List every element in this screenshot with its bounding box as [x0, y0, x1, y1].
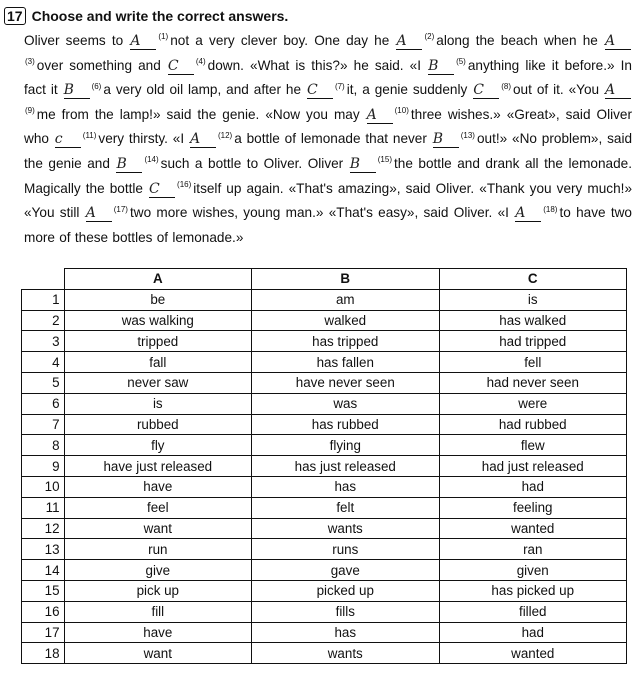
blank-number: (11): [82, 130, 97, 140]
option-a: have: [64, 622, 251, 643]
handwritten-answer: C: [167, 57, 179, 74]
passage-segment: a bottle of lemonade that never: [234, 131, 432, 147]
handwritten-answer: B: [432, 131, 444, 148]
blank-number: (6): [91, 81, 102, 91]
option-c: feeling: [439, 497, 627, 518]
exercise-instruction: Choose and write the correct answers.: [31, 8, 289, 24]
option-c: given: [439, 560, 627, 581]
option-b: runs: [252, 539, 439, 560]
handwritten-answer: A: [605, 33, 616, 49]
option-c: were: [439, 393, 627, 414]
table-row: [22, 456, 627, 477]
handwritten-answer: A: [366, 106, 377, 123]
answer-blank[interactable]: [168, 58, 194, 75]
option-a: feel: [64, 497, 251, 518]
table-row: [22, 518, 627, 539]
handwritten-answer: B: [428, 57, 439, 74]
handwritten-answer: A: [515, 205, 526, 222]
passage-segment: me from the lamp!» said the genie. «Now you may: [36, 106, 366, 122]
table-row: [22, 414, 627, 435]
option-c: is: [439, 289, 627, 310]
option-a: never saw: [64, 372, 251, 393]
passage-segment: anything like it before.» In fact it: [24, 57, 632, 98]
option-a: is: [64, 393, 251, 414]
passage-segment: such a bottle to Oliver. Oliver: [160, 155, 349, 171]
passage-segment: three wishes.» «Great», said Oliver who: [24, 106, 632, 147]
blank-number: (4): [195, 57, 206, 67]
table-row: [22, 539, 627, 560]
option-c: had rubbed: [439, 414, 627, 435]
option-c: has picked up: [439, 580, 627, 601]
option-a: give: [64, 560, 251, 581]
option-b: have never seen: [252, 372, 439, 393]
option-a: want: [64, 518, 251, 539]
option-c: had tripped: [439, 331, 627, 352]
passage-segment: to have two more of these bottles of lemonade.»: [24, 205, 632, 245]
blank-number: (7): [334, 81, 345, 91]
row-number: 16: [22, 601, 65, 622]
row-number: 17: [22, 622, 65, 643]
blank-number: (8): [501, 81, 511, 91]
passage-text: [4, 29, 632, 250]
answer-blank[interactable]: [428, 58, 454, 75]
answer-blank[interactable]: [116, 156, 142, 173]
row-number: 2: [22, 310, 65, 331]
handwritten-answer: B: [349, 155, 361, 172]
table-row: [22, 289, 627, 310]
blank-number: (2): [424, 32, 435, 42]
blank-number: (17): [113, 204, 128, 214]
table-row: [22, 643, 627, 664]
blank-number: (12): [217, 130, 233, 140]
passage-segment: Oliver seems to: [24, 33, 130, 48]
row-number: 4: [22, 352, 65, 373]
row-number: 1: [22, 289, 65, 310]
option-c: had just released: [439, 456, 627, 477]
answer-blank[interactable]: [367, 107, 393, 124]
option-b: has rubbed: [252, 414, 439, 435]
passage-segment: a very old oil lamp, and after he: [103, 82, 306, 98]
passage-segment: the bottle and drank all the lemonade. Magically the bottle: [24, 155, 632, 196]
option-a: want: [64, 643, 251, 664]
exercise-heading: [4, 5, 632, 27]
table-row: [22, 393, 627, 414]
exercise: [4, 5, 632, 250]
answer-options-table: [21, 268, 627, 664]
passage-segment: out!» «No problem», said the genie and: [24, 131, 633, 171]
row-number: 14: [22, 560, 65, 581]
handwritten-answer: A: [189, 131, 201, 148]
option-b: has fallen: [252, 352, 439, 373]
option-c: has walked: [439, 310, 627, 331]
passage-segment: itself up again. «That's amazing», said Oliver. «Thank you very much!» «You still: [24, 180, 633, 221]
option-a: fill: [64, 601, 251, 622]
answer-blank[interactable]: [605, 33, 631, 50]
table-row: [22, 622, 627, 643]
option-b: walked: [252, 310, 439, 331]
option-a: have: [64, 476, 251, 497]
blank-number: (10): [394, 106, 409, 116]
option-a: pick up: [64, 580, 251, 601]
option-a: fly: [64, 435, 251, 456]
blank-number: (5): [456, 57, 466, 67]
option-a: was walking: [64, 310, 251, 331]
passage-segment: very thirsty. «I: [98, 131, 189, 147]
handwritten-answer: C: [306, 82, 318, 99]
table-row: [22, 435, 627, 456]
table-row: [22, 497, 627, 518]
option-b: am: [252, 289, 439, 310]
passage-segment: not a very clever boy. One day he: [170, 33, 396, 48]
option-a: tripped: [64, 331, 251, 352]
header-corner: [22, 269, 65, 290]
column-header-c: C: [439, 269, 627, 290]
answer-blank[interactable]: [433, 131, 459, 148]
table-row: [22, 352, 627, 373]
blank-number: (3): [25, 57, 35, 67]
answer-blank[interactable]: [149, 181, 175, 198]
row-number: 13: [22, 539, 65, 560]
row-number: 6: [22, 393, 65, 414]
row-number: 18: [22, 643, 65, 664]
passage-segment: it, a genie suddenly: [346, 82, 473, 98]
option-a: be: [64, 289, 251, 310]
option-b: has tripped: [252, 331, 439, 352]
row-number: 7: [22, 414, 65, 435]
answer-blank[interactable]: [55, 131, 81, 148]
table-row: [22, 331, 627, 352]
blank-number: (15): [377, 155, 392, 165]
answer-blank[interactable]: [64, 82, 90, 99]
row-number: 5: [22, 372, 65, 393]
row-number: 9: [22, 456, 65, 477]
row-number: 10: [22, 476, 65, 497]
row-number: 15: [22, 580, 65, 601]
table-row: [22, 476, 627, 497]
row-number: 11: [22, 497, 65, 518]
exercise-number: 17: [4, 7, 26, 25]
table-row: [22, 580, 627, 601]
table-row: [22, 601, 627, 622]
option-c: had: [439, 622, 627, 643]
option-c: fell: [439, 352, 627, 373]
answer-blank[interactable]: [396, 33, 422, 50]
blank-number: (13): [460, 130, 475, 140]
handwritten-answer: B: [63, 82, 74, 99]
table-row: [22, 560, 627, 581]
handwritten-answer: A: [85, 205, 96, 222]
option-a: run: [64, 539, 251, 560]
answer-blank[interactable]: [350, 156, 376, 173]
blank-number: (9): [25, 106, 35, 116]
handwritten-answer: A: [605, 82, 616, 99]
table-row: [22, 310, 627, 331]
option-b: felt: [252, 497, 439, 518]
passage-segment: out of it. «You: [513, 82, 604, 98]
answer-blank[interactable]: [515, 205, 541, 222]
option-b: has just released: [252, 456, 439, 477]
option-b: wants: [252, 518, 439, 539]
passage-segment: along the beach when he: [436, 33, 604, 48]
passage-segment: down. «What is this?» he said. «I: [207, 57, 428, 73]
handwritten-answer: c: [54, 131, 63, 148]
handwritten-answer: A: [396, 33, 407, 49]
option-c: filled: [439, 601, 627, 622]
blank-number: (18): [543, 204, 558, 214]
option-c: had: [439, 476, 627, 497]
handwritten-answer: B: [116, 155, 127, 172]
option-b: flying: [252, 435, 439, 456]
option-b: wants: [252, 643, 439, 664]
option-c: wanted: [439, 643, 627, 664]
answer-blank[interactable]: [473, 82, 499, 99]
blank-number: (16): [177, 180, 192, 190]
row-number: 8: [22, 435, 65, 456]
option-c: had never seen: [439, 372, 627, 393]
option-b: fills: [252, 601, 439, 622]
handwritten-answer: C: [473, 82, 484, 99]
handwritten-answer: A: [130, 33, 141, 49]
option-b: has: [252, 476, 439, 497]
passage-segment: two more wishes, young man.» «That's easy», said Oliver. «I: [129, 205, 515, 221]
blank-number: (14): [144, 155, 159, 165]
column-header-b: B: [252, 269, 439, 290]
option-b: gave: [252, 560, 439, 581]
table-row: [22, 372, 627, 393]
option-c: ran: [439, 539, 627, 560]
option-b: has: [252, 622, 439, 643]
option-b: picked up: [252, 580, 439, 601]
column-header-a: A: [64, 269, 251, 290]
row-number: 3: [22, 331, 65, 352]
option-a: rubbed: [64, 414, 251, 435]
option-a: fall: [64, 352, 251, 373]
handwritten-answer: C: [149, 180, 160, 197]
blank-number: (1): [158, 32, 169, 42]
option-c: flew: [439, 435, 627, 456]
option-c: wanted: [439, 518, 627, 539]
answer-blank[interactable]: [307, 82, 333, 99]
passage-segment: over something and: [36, 57, 167, 73]
answer-blank[interactable]: [86, 205, 112, 222]
answer-blank[interactable]: [605, 82, 631, 99]
answer-blank[interactable]: [190, 131, 216, 148]
table-header-row: [22, 269, 627, 290]
row-number: 12: [22, 518, 65, 539]
option-b: was: [252, 393, 439, 414]
option-a: have just released: [64, 456, 251, 477]
answer-blank[interactable]: [130, 33, 156, 50]
